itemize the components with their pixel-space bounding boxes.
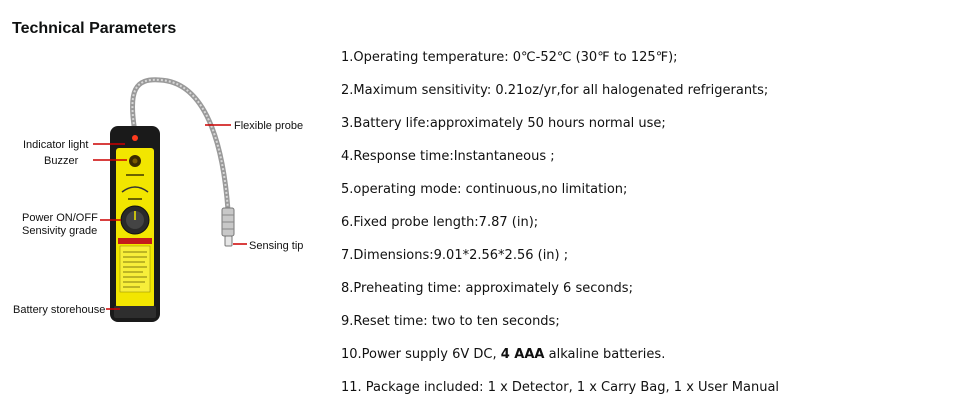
callout-sensitivity: Sensivity grade — [22, 225, 98, 237]
list-item: 5.operating mode: continuous,no limitation; — [341, 182, 628, 197]
parameter-list — [341, 46, 961, 409]
indicator-light — [132, 135, 138, 141]
callout-power: Power ON/OFF — [22, 212, 98, 224]
callout-sensing-tip: Sensing tip — [249, 240, 304, 252]
list-item: 6.Fixed probe length:7.87 (in); — [341, 215, 539, 230]
battery-storehouse — [114, 306, 156, 318]
callout-buzzer: Buzzer — [44, 155, 79, 167]
callout-indicator-light: Indicator light — [23, 139, 89, 151]
callout-flexible-probe: Flexible probe — [234, 120, 304, 132]
list-item: 7.Dimensions:9.01*2.56*2.56 (in) ; — [341, 248, 569, 263]
list-item: 11. Package included: 1 x Detector, 1 x Carry Bag, 1 x User Manual — [341, 380, 780, 395]
param-text-post: alkaline batteries. — [544, 347, 666, 362]
list-item: 3.Battery life:approximately 50 hours normal use; — [341, 116, 666, 131]
list-item: 1.Operating temperature: 0℃-52℃ (30℉ to 125℉); — [341, 50, 678, 65]
param-text-bold: 4 AAA — [500, 347, 545, 362]
callout-battery: Battery storehouse — [13, 304, 106, 316]
product-diagram — [0, 60, 330, 350]
list-item: 9.Reset time: two to ten seconds; — [341, 314, 560, 329]
list-item — [341, 343, 961, 376]
param-text-pre: 10.Power supply 6V DC, — [341, 347, 501, 362]
list-item: 2.Maximum sensitivity: 0.21oz/yr,for all halogenated refrigerants; — [341, 83, 769, 98]
section-title: Technical Parameters — [12, 20, 177, 37]
list-item: 4.Response time:Instantaneous ; — [341, 149, 555, 164]
list-item: 8.Preheating time: approximately 6 seconds; — [341, 281, 633, 296]
sensing-tip — [225, 236, 232, 246]
